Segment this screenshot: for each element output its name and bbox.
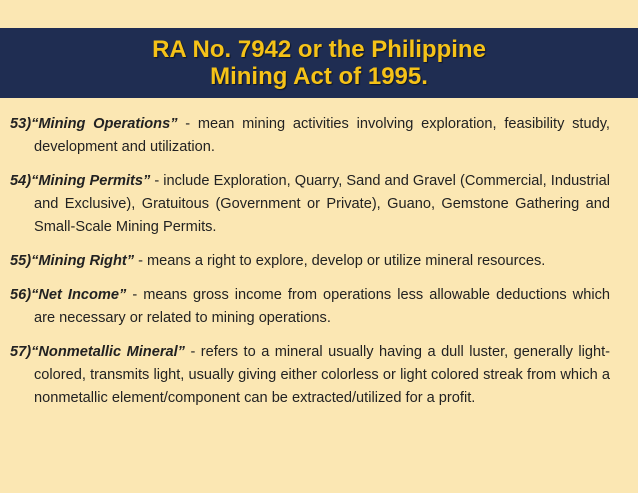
definition-text: - include Exploration, Quarry, Sand and Gravel (Commercial, Industrial and Exclusive), Gratuitous (Government or Private), Guano, Gemstone Gathering and Small-Scale Mining Permits. xyxy=(34,173,610,235)
definition-number: 54) xyxy=(10,173,32,189)
definition-55 xyxy=(10,250,610,273)
definition-text: - mean mining activities involving exploration, feasibility study, development and utilization. xyxy=(34,116,610,155)
definition-text: - refers to a mineral usually having a dull luster, generally light-colored, transmits light, usually giving either colorless or light colored streak from which a nonmetallic element/component can be extracted/utilized for a profit. xyxy=(34,344,610,406)
definition-term: “Mining Operations” xyxy=(31,116,178,132)
definition-text: - means a right to explore, develop or utilize mineral resources. xyxy=(134,253,546,269)
definition-56 xyxy=(10,284,610,330)
slide-title-line-2: Mining Act of 1995. xyxy=(210,63,428,90)
definition-number: 57) xyxy=(10,344,32,360)
definition-57 xyxy=(10,341,610,410)
definition-term: “Net Income” xyxy=(31,287,127,303)
definition-term: “Mining Permits” xyxy=(31,173,151,189)
definition-54 xyxy=(10,170,610,239)
definition-53 xyxy=(10,113,610,159)
definition-number: 56) xyxy=(10,287,32,303)
definitions-list xyxy=(10,113,610,421)
definition-number: 53) xyxy=(10,116,32,132)
definition-text: - means gross income from operations less allowable deductions which are necessary or related to mining operations. xyxy=(34,287,610,326)
definition-number: 55) xyxy=(10,253,32,269)
definition-term: “Nonmetallic Mineral” xyxy=(31,344,185,360)
slide-title-line-1: RA No. 7942 or the Philippine xyxy=(152,36,486,63)
title-bar xyxy=(0,28,638,98)
definition-term: “Mining Right” xyxy=(31,253,135,269)
